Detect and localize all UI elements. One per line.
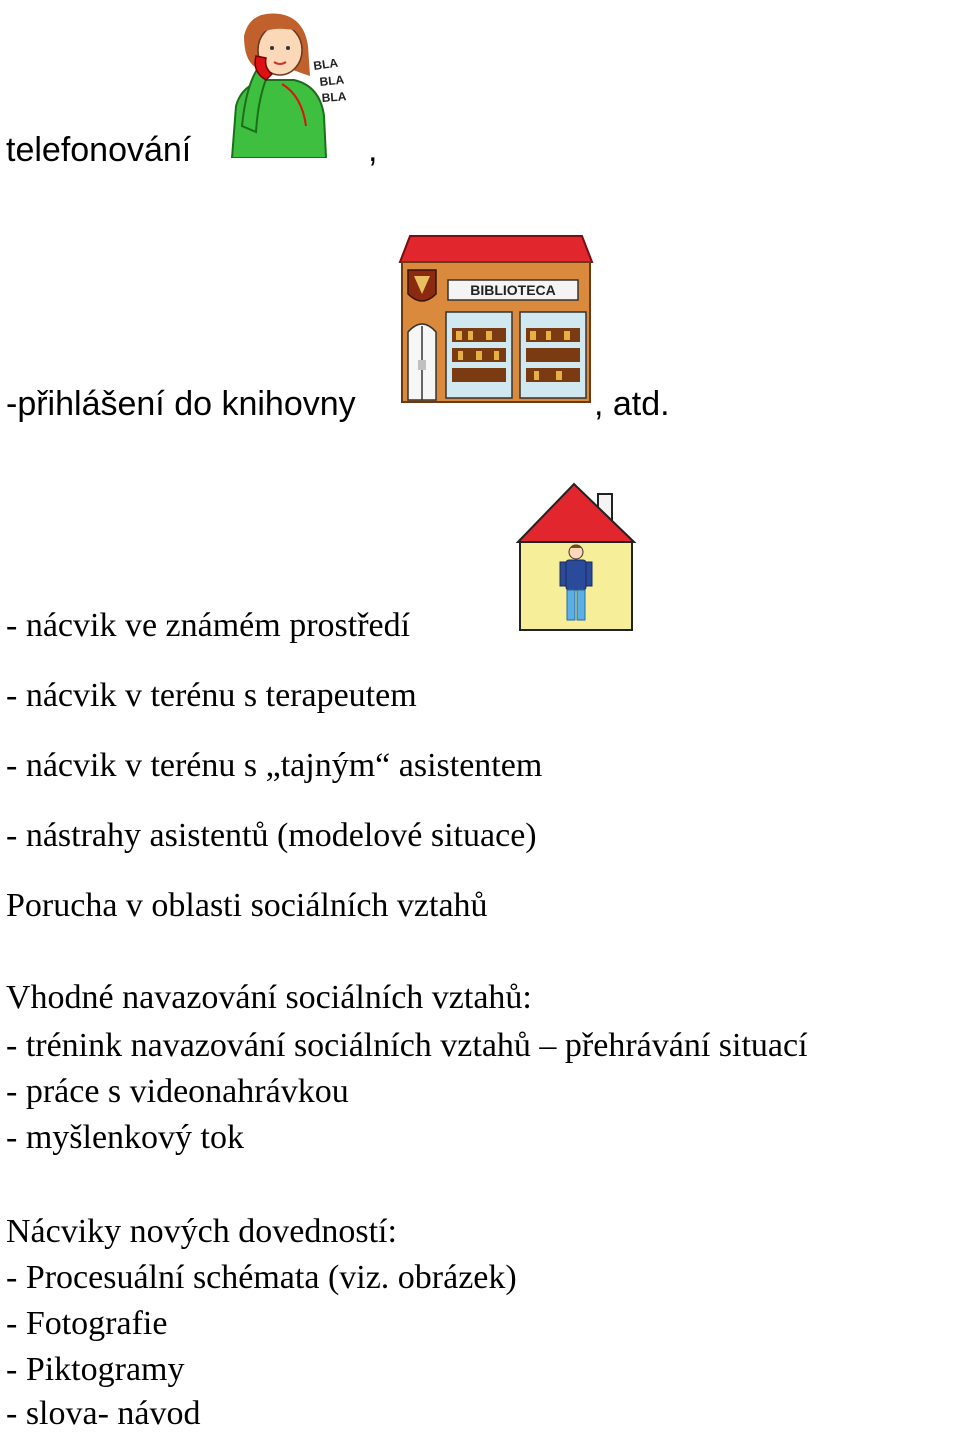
library-text: -přihlášení do knihovny: [6, 385, 356, 423]
bla-text-3: BLA: [321, 89, 347, 105]
line-assistant-traps: - nástrahy asistentů (modelové situace): [6, 817, 537, 854]
heading-social-disorder: Porucha v oblasti sociálních vztahů: [6, 887, 488, 924]
heading-social-relations: Vhodné navazování sociálních vztahů:: [6, 979, 532, 1016]
line-training: - trénink navazování sociálních vztahů – přehrávání situací: [6, 1027, 808, 1064]
bla-text-1: BLA: [312, 55, 339, 73]
phone-text: telefonování: [6, 131, 192, 169]
library-suffix: , atd.: [594, 385, 670, 423]
heading-new-skills: Nácviky nových dovedností:: [6, 1213, 397, 1250]
line-pictograms: - Piktogramy: [6, 1351, 185, 1388]
library-building-icon: [396, 232, 596, 404]
woman-phone-icon: [222, 6, 357, 158]
bla-text-2: BLA: [318, 72, 345, 89]
line-practice-secret: - nácvik v terénu s „tajným“ asistentem: [6, 747, 543, 784]
line-words: - slova- návod: [6, 1395, 201, 1432]
line-practice-known: - nácvik ve známém prostředí: [6, 607, 411, 644]
house-with-person-icon: [514, 480, 638, 634]
line-procedural: - Procesuální schémata (viz. obrázek): [6, 1259, 517, 1296]
line-video: - práce s videonahrávkou: [6, 1073, 349, 1110]
line-photos: - Fotografie: [6, 1305, 168, 1342]
library-sign-text: BIBLIOTECA: [470, 282, 556, 298]
phone-comma: ,: [368, 131, 378, 169]
line-thought-flow: - myšlenkový tok: [6, 1119, 244, 1156]
line-practice-therapist: - nácvik v terénu s terapeutem: [6, 677, 417, 714]
